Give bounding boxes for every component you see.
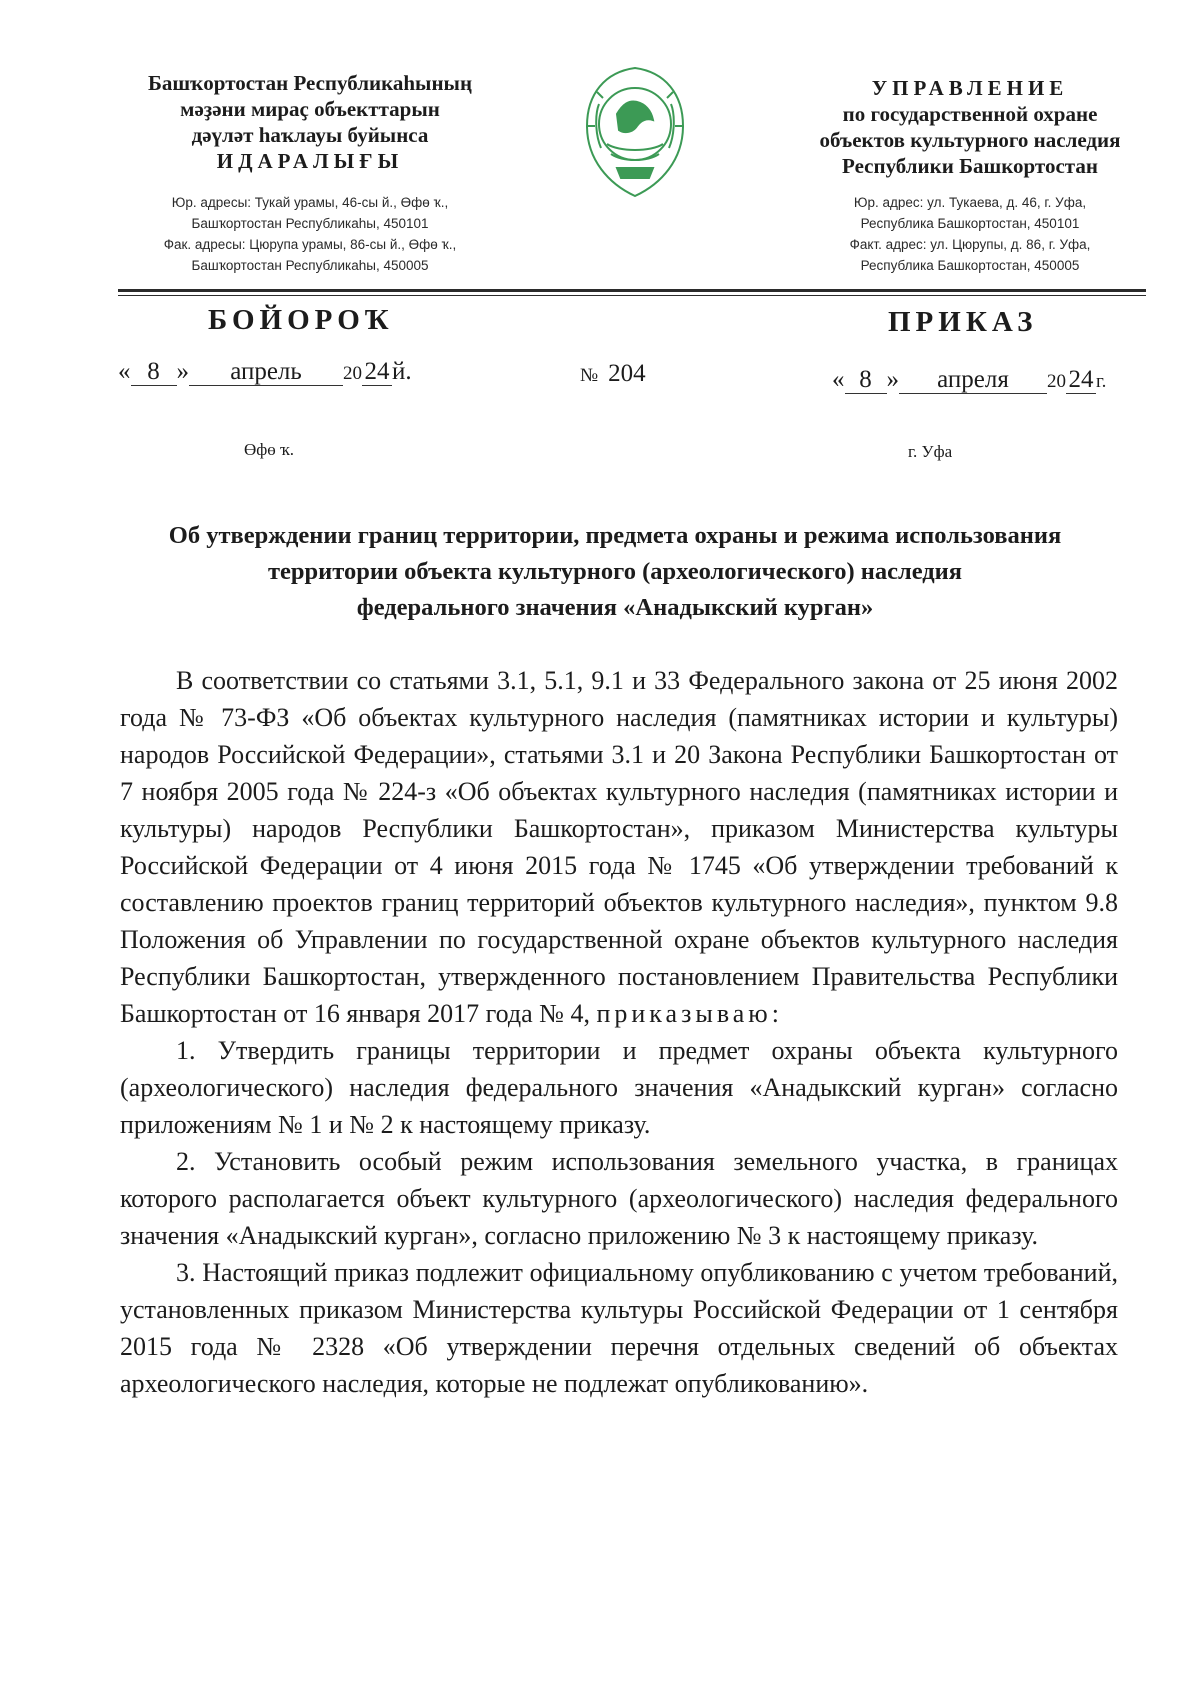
address-line: Республика Башкортостан, 450005: [860, 258, 1080, 273]
year-suffix: 24: [1066, 367, 1096, 394]
address-line: Юр. адресы: Тукай урамы, 46-сы й., Өфө ҡ.,: [171, 195, 449, 210]
address-line: Башҡортостан Республикаһы, 450005: [191, 258, 429, 273]
org-address-russian: [800, 192, 1140, 276]
address-line: Фак. адресы: Цюрупа урамы, 86-сы й., Өфө ҡ.,: [163, 237, 457, 252]
document-title: [110, 518, 1120, 626]
quote-close: »: [886, 366, 899, 393]
org-line: Башҡортостан Республикаһының: [147, 71, 473, 95]
quote-close: »: [176, 358, 189, 385]
address-line: Башҡортостан Республикаһы, 450101: [191, 216, 429, 231]
order-item: 3. Настоящий приказ подлежит официальному опубликованию с учетом требований, установленных приказом Министерства культуры Российской Федерации от 1 сентября 2015 года № 2328 «Об утверждении перечня отдельных сведений об объектах археологического наследия, которые не подлежат опубликованию».: [120, 1258, 1118, 1398]
org-line: мәҙәни мираҫ объекттарын: [180, 97, 440, 121]
org-line: по государственной охране: [842, 102, 1098, 126]
date-russian: [832, 366, 1106, 394]
quote-open: «: [118, 358, 131, 385]
doc-type-bashkir: БОЙОРОҠ: [208, 304, 394, 336]
order-number: [580, 360, 646, 388]
org-line: Республики Башкортостан: [842, 154, 1098, 178]
date-month: апрель: [189, 359, 343, 386]
date-day: 8: [131, 359, 177, 386]
quote-open: «: [832, 366, 845, 393]
title-line: Об утверждении границ территории, предмета охраны и режима использования: [168, 522, 1062, 549]
address-line: Юр. адрес: ул. Тукаева, д. 46, г. Уфа,: [853, 195, 1087, 210]
year-prefix: 20: [1047, 371, 1066, 392]
address-line: Республика Башкортостан, 450101: [860, 216, 1080, 231]
org-line: УПРАВЛЕНИЕ: [871, 76, 1069, 100]
order-item: 2. Установить особый режим использования земельного участка, в границах которого располагается объект культурного (археологического) наследия федерального значения «Анадыкский курган», согласно приложению № 3 к настоящему приказу.: [120, 1147, 1118, 1250]
title-line: федерального значения «Анадыкский курган»: [356, 594, 874, 621]
year-prefix: 20: [343, 363, 362, 384]
org-address-bashkir: [110, 192, 510, 276]
address-line: Факт. адрес: ул. Цюрупы, д. 86, г. Уфа,: [849, 237, 1091, 252]
header-divider-thick: [118, 289, 1146, 292]
document-body: [120, 662, 1118, 1402]
order-word: приказываю:: [596, 999, 783, 1028]
doc-type-russian: ПРИКАЗ: [888, 306, 1038, 338]
number-sign: №: [580, 365, 599, 386]
year-mark: й.: [392, 358, 412, 385]
year-suffix: 24: [362, 359, 392, 386]
preamble-paragraph: [120, 662, 1118, 1032]
title-line: территории объекта культурного (археологического) наследия: [267, 558, 963, 585]
header-divider-thin: [118, 295, 1146, 296]
org-name-bashkir: [110, 70, 510, 174]
date-bashkir: [118, 358, 412, 386]
date-month: апреля: [899, 367, 1047, 394]
org-line: объектов культурного наследия: [819, 128, 1121, 152]
org-line: дәүләт һаҡлауы буйынса: [191, 123, 429, 147]
coat-of-arms-icon: [577, 64, 693, 200]
city-bashkir: Өфө ҡ.: [244, 440, 295, 459]
org-line: ИДАРАЛЫҒЫ: [216, 149, 404, 173]
date-day: 8: [845, 367, 887, 394]
number-value: 204: [608, 360, 646, 387]
org-name-russian: [790, 75, 1150, 179]
preamble-text: В соответствии со статьями 3.1, 5.1, 9.1 и 33 Федерального закона от 25 июня 2002 года № 73-ФЗ «Об объектах культурного наследия (памятниках истории и культуры) народов Российской Федерации», статьями 3.1 и 20 Закона Республики Башкортостан от 7 ноября 2005 года № 224-з «Об объектах культурного наследия (памятниках истории и культуры) народов Республики Башкортостан», приказом Министерства культуры Российской Федерации от 4 июня 2015 года № 1745 «Об утверждении требований к составлению проектов границ территорий объектов культурного наследия», пунктом 9.8 Положения об Управлении по государственной охране объектов культурного наследия Республики Башкортостан, утвержденного постановлением Правительства Республики Башкортостан от 16 января 2017 года № 4,: [120, 666, 1118, 1028]
order-item: 1. Утвердить границы территории и предмет охраны объекта культурного (археологического) наследия федерального значения «Анадыкский курган» согласно приложениям № 1 и № 2 к настоящему приказу.: [120, 1036, 1118, 1139]
year-mark: г.: [1096, 371, 1107, 392]
city-russian: г. Уфа: [908, 442, 953, 461]
